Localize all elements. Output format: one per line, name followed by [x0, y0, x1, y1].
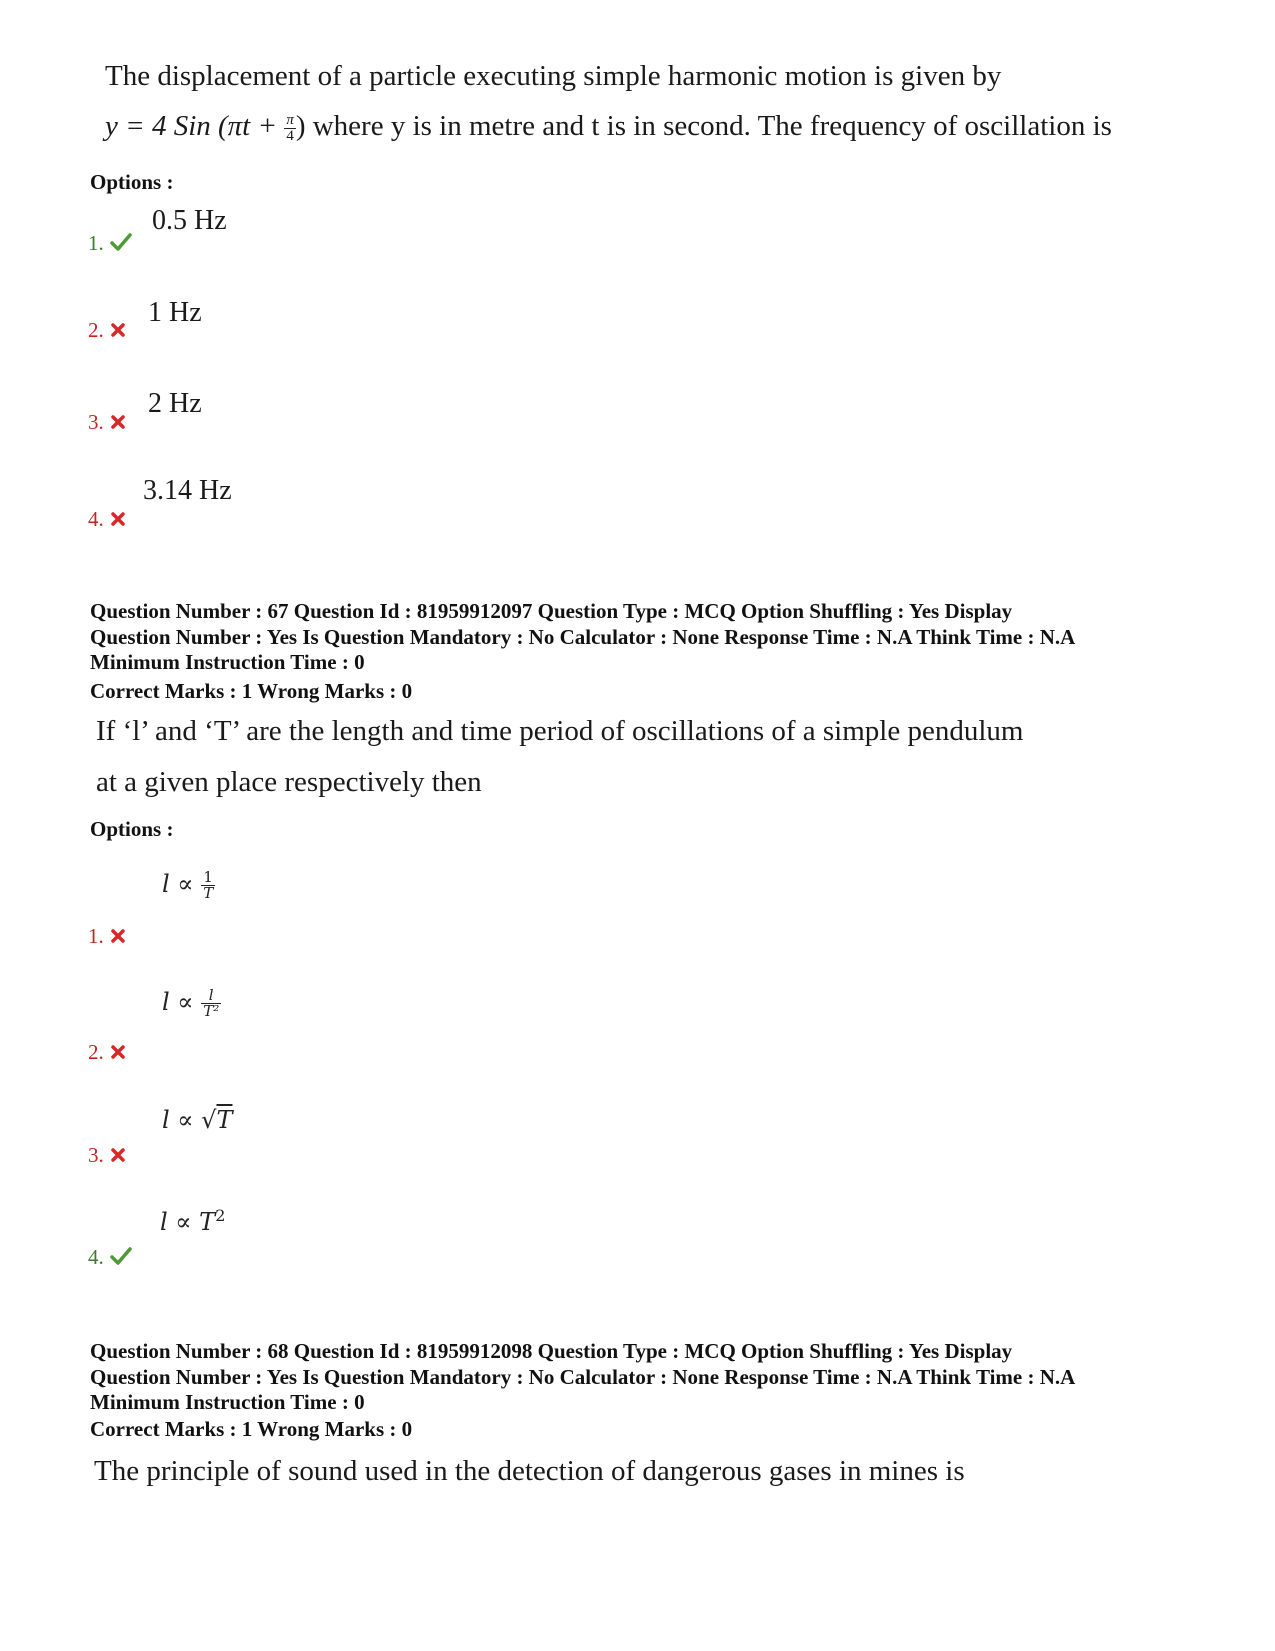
q66-text-line2 — [105, 110, 1112, 144]
q66-option-3-num-text: 3. — [88, 410, 104, 434]
q67-options-label: Options : — [90, 817, 174, 841]
q66-option-1-number — [88, 231, 132, 257]
q68-meta-line3: Minimum Instruction Time : 0 — [90, 1390, 365, 1414]
q68-meta-line2: Question Number : Yes Is Question Mandatory : No Calculator : None Response Time : N.A Think Time : N.A — [90, 1364, 1076, 1389]
q67-option-2-fraction — [201, 988, 221, 1019]
q66-option-2-num-text: 2. — [88, 318, 104, 342]
q66-equation-rest: ) where y is in metre and t is in second. The frequency of oscillation is — [295, 110, 1112, 142]
cross-icon — [110, 925, 126, 950]
q67-option-2-num-text: 2. — [88, 1040, 104, 1064]
q67-option-4-num-text: 4. — [88, 1245, 104, 1269]
q67-option-1-num-text: 1. — [88, 924, 104, 948]
q67-option-4-exponent: 2 — [215, 1206, 226, 1225]
check-icon — [110, 232, 132, 257]
q66-fraction-numerator: π — [286, 111, 294, 128]
q66-option-3-text: 2 Hz — [148, 388, 202, 419]
q67-option-2-lhs: l ∝ — [162, 988, 194, 1016]
q67-text-line1: If ‘l’ and ‘T’ are the length and time period of oscillations of a simple pendulum — [96, 715, 1024, 747]
cross-icon — [110, 1144, 126, 1169]
q66-options-label: Options : — [90, 170, 174, 194]
q66-option-4-number — [88, 507, 126, 533]
q67-option-1-formula — [162, 870, 215, 901]
cross-icon — [110, 411, 126, 436]
q68-meta-line1: Question Number : 68 Question Id : 81959912098 Question Type : MCQ Option Shuffling : Yes Display — [90, 1339, 1013, 1363]
q66-option-2-number — [88, 318, 126, 344]
q67-option-1-lhs: l ∝ — [162, 870, 194, 898]
q67-option-1-number — [88, 924, 126, 950]
q66-option-4-text: 3.14 Hz — [143, 475, 232, 506]
cross-icon — [110, 319, 126, 344]
q67-option-2-formula — [162, 988, 221, 1019]
q67-metadata — [90, 599, 1075, 676]
q66-option-1-num-text: 1. — [88, 231, 104, 255]
q68-text-line1: The principle of sound used in the detection of dangerous gases in mines is — [94, 1455, 965, 1487]
q66-option-3-number — [88, 410, 126, 436]
q67-option-3-num-text: 3. — [88, 1143, 104, 1167]
q66-text-line1: The displacement of a particle executing simple harmonic motion is given by — [105, 60, 1002, 92]
q66-equation-lhs: y = 4 Sin (πt + — [105, 110, 278, 142]
q67-text-line2: at a given place respectively then — [96, 766, 482, 798]
q67-option-2-denominator: T² — [203, 1002, 220, 1020]
q67-option-1-fraction — [201, 870, 215, 901]
q66-fraction-denominator: 4 — [286, 127, 294, 144]
q66-option-2-text: 1 Hz — [148, 297, 202, 328]
q67-option-3-formula — [162, 1106, 232, 1134]
q67-option-4-lhs: l ∝ T — [160, 1208, 216, 1236]
q66-option-1-text: 0.5 Hz — [152, 205, 227, 236]
q67-option-4-number — [88, 1245, 132, 1271]
q67-meta-line3: Minimum Instruction Time : 0 — [90, 650, 365, 674]
q66-equation-fraction — [284, 113, 296, 144]
q67-meta-line2: Question Number : Yes Is Question Mandatory : No Calculator : None Response Time : N.A Think Time : N.A — [90, 624, 1076, 649]
q67-option-1-denominator: T — [203, 884, 214, 902]
q67-option-4-formula — [160, 1206, 225, 1236]
q67-option-3-number — [88, 1143, 126, 1169]
q67-option-2-numerator: l — [201, 988, 221, 1004]
q67-meta-line1: Question Number : 67 Question Id : 81959912097 Question Type : MCQ Option Shuffling : Yes Display — [90, 599, 1013, 623]
cross-icon — [110, 508, 126, 533]
q68-marks: Correct Marks : 1 Wrong Marks : 0 — [90, 1417, 413, 1441]
cross-icon — [110, 1041, 126, 1066]
q67-option-3-lhs: l ∝ √ — [162, 1106, 217, 1134]
check-icon — [110, 1246, 132, 1271]
q67-option-3-radicand: T — [216, 1106, 233, 1134]
q67-option-1-numerator: 1 — [201, 870, 215, 886]
q68-metadata — [90, 1339, 1075, 1416]
q67-marks: Correct Marks : 1 Wrong Marks : 0 — [90, 679, 413, 703]
q67-option-2-number — [88, 1040, 126, 1066]
q66-option-4-num-text: 4. — [88, 507, 104, 531]
